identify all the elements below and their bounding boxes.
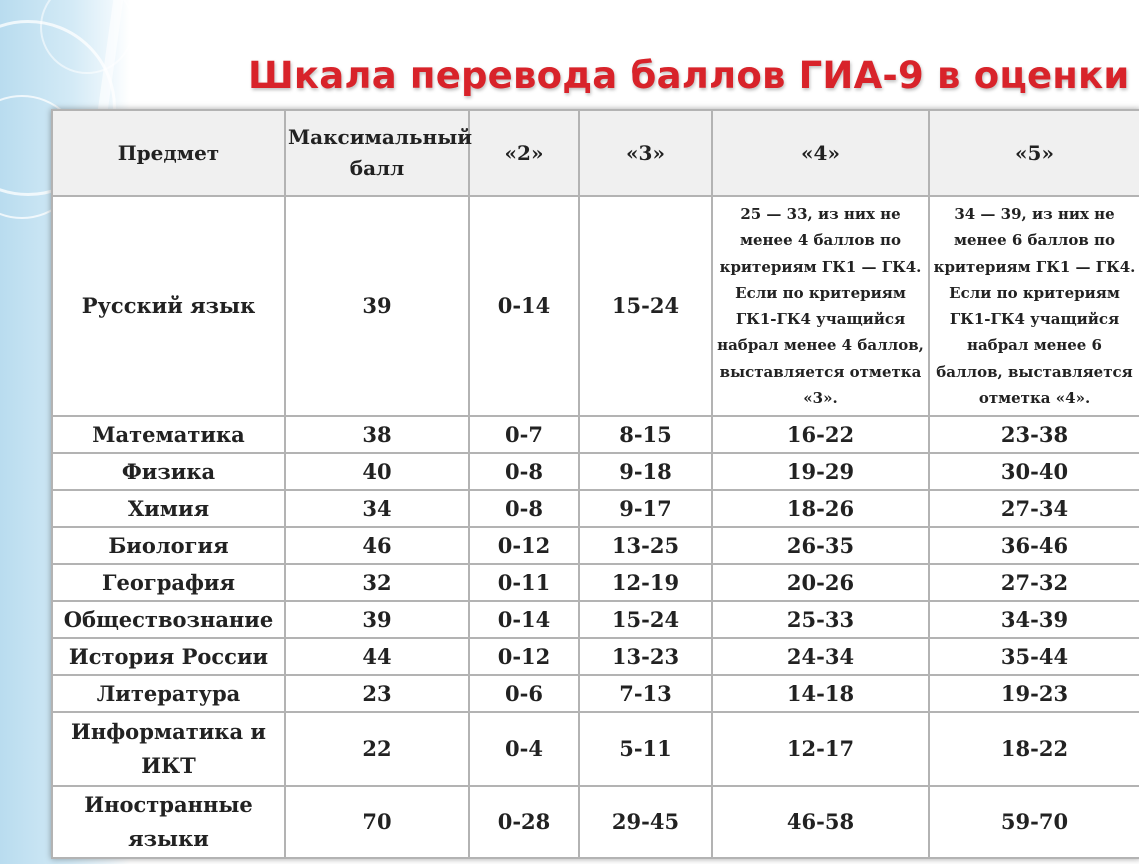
subject-cell: История России [52,638,285,675]
grade-2-cell: 0-6 [469,675,579,712]
header-grade-5: «5» [929,110,1139,196]
grade-5-cell: 36-46 [929,527,1139,564]
grade-2-cell: 0-4 [469,712,579,786]
grade-2-cell: 0-14 [469,601,579,638]
grade-4-cell: 18-26 [712,490,929,527]
max-score-cell: 23 [285,675,469,712]
grade-5-cell: 34-39 [929,601,1139,638]
grade-2-cell: 0-8 [469,453,579,490]
grade-2-cell: 0-12 [469,638,579,675]
grade-5-cell: 18-22 [929,712,1139,786]
subject-cell: Иностранные языки [52,786,285,858]
grade-2-cell: 0-7 [469,416,579,453]
grade-4-cell: 19-29 [712,453,929,490]
table-row [52,601,1139,638]
grade-5-cell: 35-44 [929,638,1139,675]
grade-5-cell: 34 — 39, из них не менее 6 баллов по критериям ГК1 — ГК4. Если по критериям ГК1-ГК4 учащийся набрал менее 6 баллов, выставляется отметка «4». [929,196,1139,416]
header-grade-2: «2» [469,110,579,196]
grade-3-cell: 15-24 [579,196,712,416]
grade-3-cell: 13-25 [579,527,712,564]
grade-5-cell: 27-34 [929,490,1139,527]
grade-2-cell: 0-28 [469,786,579,858]
subject-cell: Математика [52,416,285,453]
grade-4-cell: 46-58 [712,786,929,858]
table-row [52,527,1139,564]
subject-cell: Биология [52,527,285,564]
grade-3-cell: 7-13 [579,675,712,712]
grade-5-cell: 27-32 [929,564,1139,601]
grade-4-cell: 16-22 [712,416,929,453]
subject-cell: Информатика и ИКТ [52,712,285,786]
table-row [52,675,1139,712]
max-score-cell: 32 [285,564,469,601]
grade-conversion-table [51,109,1139,859]
grade-4-cell: 14-18 [712,675,929,712]
max-score-cell: 34 [285,490,469,527]
max-score-cell: 39 [285,601,469,638]
max-score-cell: 22 [285,712,469,786]
max-score-cell: 39 [285,196,469,416]
grade-4-cell: 12-17 [712,712,929,786]
grade-3-cell: 12-19 [579,564,712,601]
grade-2-cell: 0-12 [469,527,579,564]
header-subject: Предмет [52,110,285,196]
table-row [52,712,1139,786]
max-score-cell: 38 [285,416,469,453]
max-score-cell: 40 [285,453,469,490]
grade-4-cell: 25-33 [712,601,929,638]
table-row [52,490,1139,527]
grade-2-cell: 0-11 [469,564,579,601]
subject-cell: Физика [52,453,285,490]
grade-3-cell: 5-11 [579,712,712,786]
grade-4-cell: 24-34 [712,638,929,675]
grade-5-cell: 59-70 [929,786,1139,858]
grade-4-cell: 26-35 [712,527,929,564]
header-grade-3: «3» [579,110,712,196]
grade-3-cell: 13-23 [579,638,712,675]
grade-3-cell: 29-45 [579,786,712,858]
table-row [52,564,1139,601]
grade-2-cell: 0-8 [469,490,579,527]
max-score-cell: 70 [285,786,469,858]
subject-cell: Литература [52,675,285,712]
table-row [52,638,1139,675]
grade-4-cell: 20-26 [712,564,929,601]
grade-5-cell: 19-23 [929,675,1139,712]
header-grade-4: «4» [712,110,929,196]
subject-cell: География [52,564,285,601]
table-row [52,453,1139,490]
subject-cell: Химия [52,490,285,527]
grade-3-cell: 9-17 [579,490,712,527]
grade-3-cell: 15-24 [579,601,712,638]
table-row [52,786,1139,858]
subject-cell: Обществознание [52,601,285,638]
grade-5-cell: 23-38 [929,416,1139,453]
grade-4-cell: 25 — 33, из них не менее 4 баллов по критериям ГК1 — ГК4. Если по критериям ГК1-ГК4 учащийся набрал менее 4 баллов, выставляется отметка «3». [712,196,929,416]
table-row [52,196,1139,416]
page-title: Шкала перевода баллов ГИА-9 в оценки [248,54,1130,97]
grade-2-cell: 0-14 [469,196,579,416]
subject-cell: Русский язык [52,196,285,416]
grade-3-cell: 8-15 [579,416,712,453]
grade-3-cell: 9-18 [579,453,712,490]
max-score-cell: 44 [285,638,469,675]
max-score-cell: 46 [285,527,469,564]
table-header-row [52,110,1139,196]
table-row [52,416,1139,453]
header-max-score: Максимальный балл [285,110,469,196]
grade-5-cell: 30-40 [929,453,1139,490]
